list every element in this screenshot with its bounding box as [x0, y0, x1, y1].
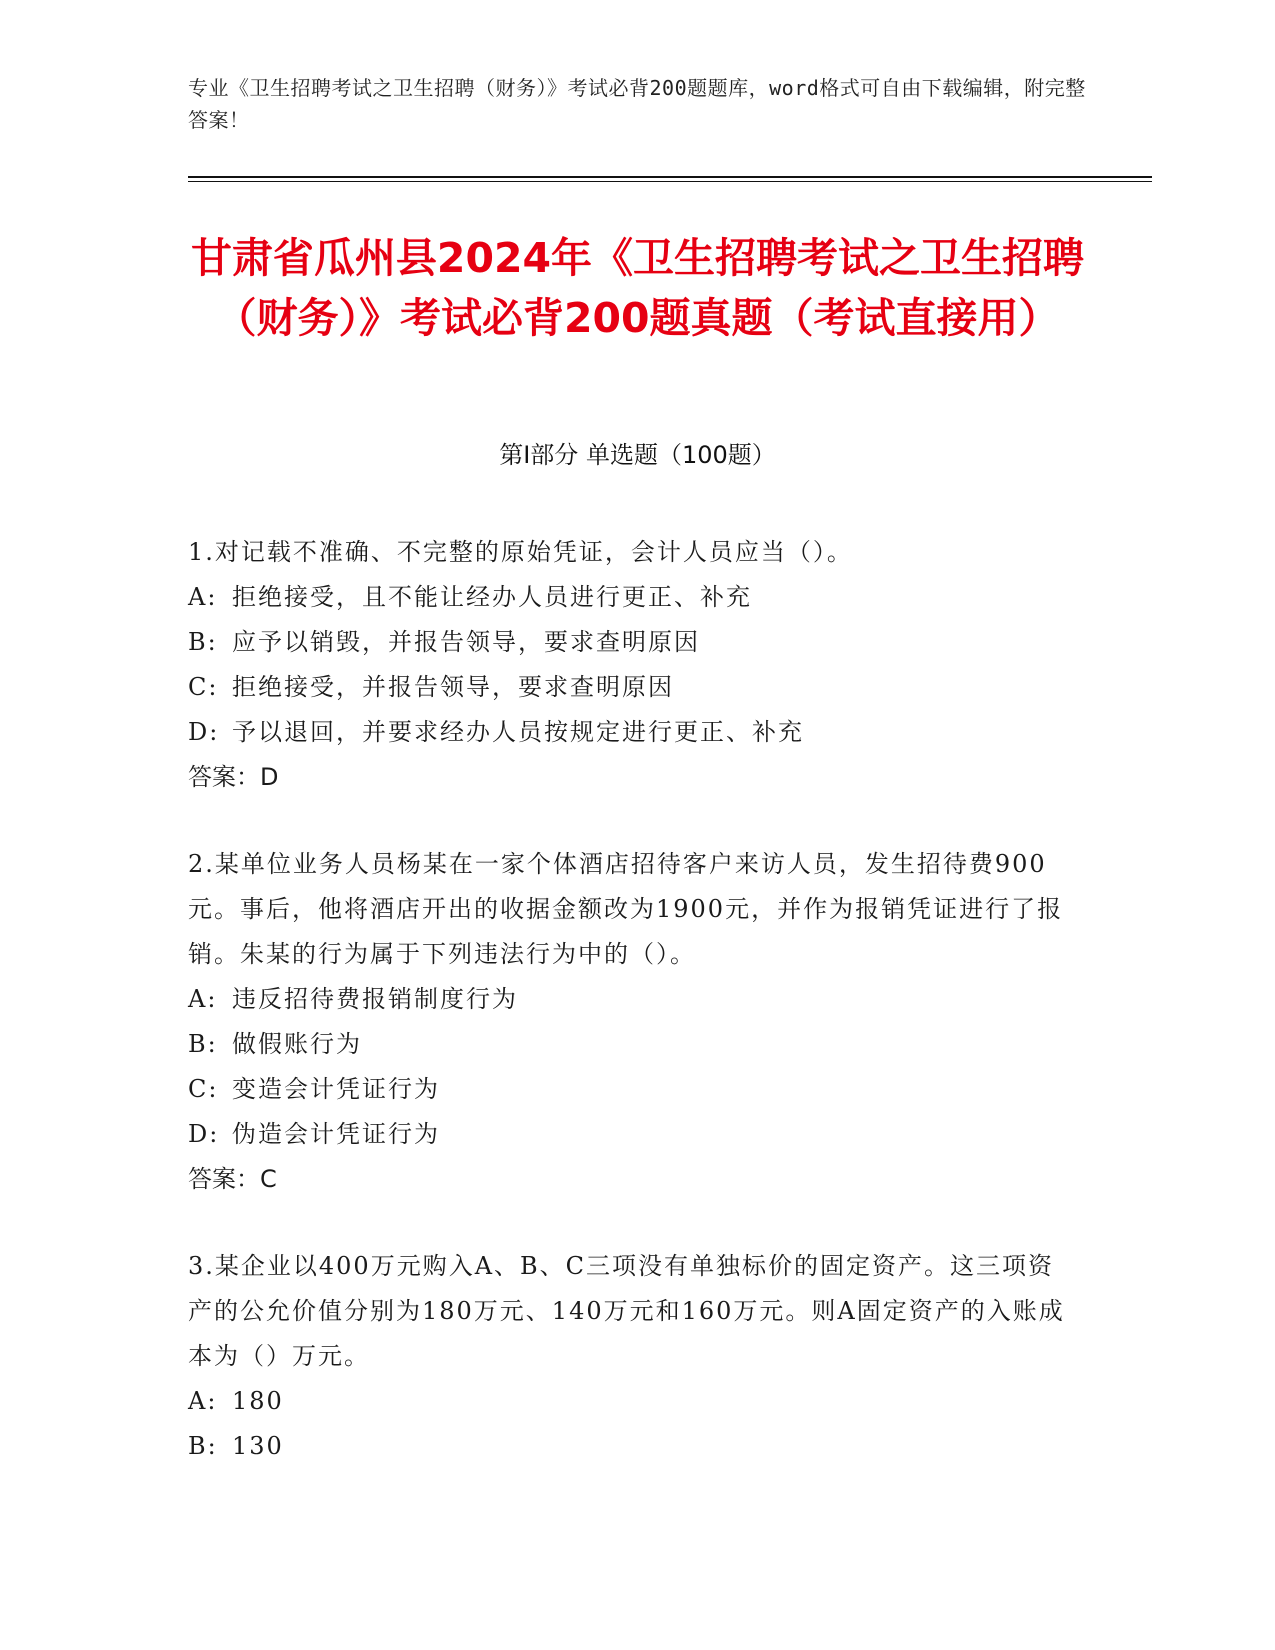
option-d	[188, 1112, 1078, 1157]
answer: 答案：D	[188, 763, 279, 791]
option-text: 违反招待费报销制度行为	[232, 985, 518, 1013]
option-b	[188, 1424, 1078, 1469]
option-text: 180	[232, 1387, 284, 1415]
option-letter: A:	[188, 985, 218, 1013]
question-2	[188, 842, 1078, 1202]
header-note: 专业《卫生招聘考试之卫生招聘（财务）》考试必背200题题库，word格式可自由下载编辑，附完整答案！	[188, 76, 1086, 132]
question-list	[188, 530, 1078, 1511]
option-b	[188, 1022, 1078, 1067]
option-letter: D:	[188, 1120, 220, 1148]
option-a	[188, 1379, 1078, 1424]
question-stem: 2.某单位业务人员杨某在一家个体酒店招待客户来访人员，发生招待费900元。事后，他将酒店开出的收据金额改为1900元，并作为报销凭证进行了报销。朱某的行为属于下列违法行为中的（）。	[188, 850, 1064, 968]
option-letter: B:	[188, 1030, 218, 1058]
option-letter: C:	[188, 1075, 219, 1103]
option-text: 130	[232, 1432, 284, 1460]
option-text: 予以退回，并要求经办人员按规定进行更正、补充	[232, 718, 804, 746]
question-stem: 3.某企业以400万元购入A、B、C三项没有单独标价的固定资产。这三项资产的公允价值分别为180万元、140万元和160万元。则A固定资产的入账成本为（）万元。	[188, 1252, 1065, 1370]
option-text: 变造会计凭证行为	[232, 1075, 440, 1103]
option-letter: A:	[188, 583, 218, 611]
option-text: 伪造会计凭证行为	[232, 1120, 440, 1148]
question-1	[188, 530, 1078, 800]
option-letter: B:	[188, 1432, 218, 1460]
question-3	[188, 1244, 1078, 1469]
option-b	[188, 620, 1078, 665]
header-rule-thick	[188, 176, 1152, 178]
answer: 答案：C	[188, 1165, 277, 1193]
option-letter: B:	[188, 628, 218, 656]
option-text: 做假账行为	[232, 1030, 362, 1058]
option-a	[188, 575, 1078, 620]
option-text: 应予以销毁，并报告领导，要求查明原因	[232, 628, 700, 656]
section-heading: 第Ⅰ部分 单选题（100题）	[499, 441, 776, 469]
option-d	[188, 710, 1078, 755]
document-title: 甘肃省瓜州县2024年《卫生招聘考试之卫生招聘（财务）》考试必背200题真题（考试直接用）	[190, 234, 1085, 342]
option-letter: C:	[188, 673, 219, 701]
option-a	[188, 977, 1078, 1022]
option-letter: D:	[188, 718, 220, 746]
option-c	[188, 1067, 1078, 1112]
option-c	[188, 665, 1078, 710]
option-text: 拒绝接受，并报告领导，要求查明原因	[232, 673, 674, 701]
question-stem: 1.对记载不准确、不完整的原始凭证，会计人员应当（）。	[188, 538, 853, 566]
option-letter: A:	[188, 1387, 218, 1415]
header-rule-thin	[188, 181, 1152, 182]
option-text: 拒绝接受，且不能让经办人员进行更正、补充	[232, 583, 752, 611]
